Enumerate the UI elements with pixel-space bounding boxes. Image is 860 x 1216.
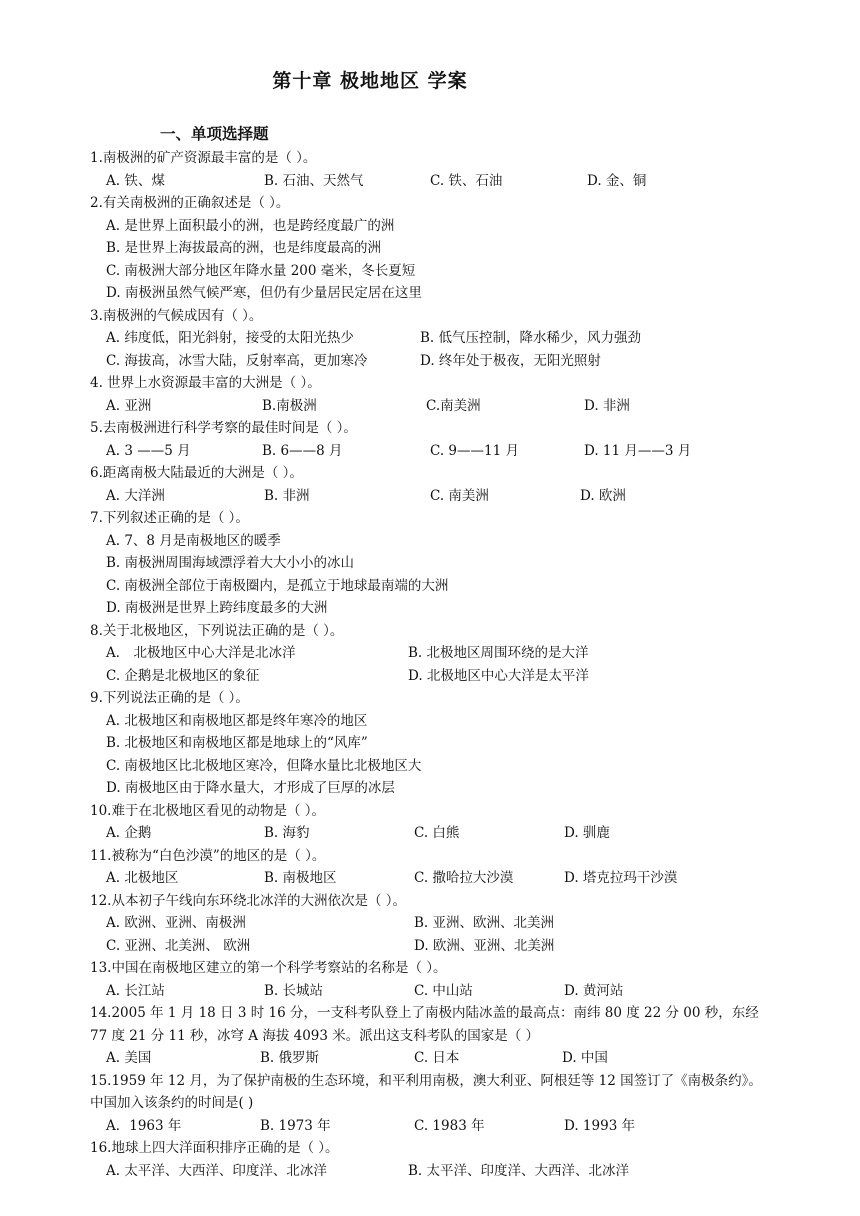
question-stem: 9.下列说法正确的是（ ）。 — [90, 690, 249, 706]
section-heading: 一、单项选择题 — [160, 125, 269, 143]
option: D. 北极地区中心大洋是太平洋 — [408, 667, 589, 684]
option: A． 北极地区中心大洋是北冰洋 — [106, 645, 296, 661]
option: D. 金、铜 — [587, 172, 647, 189]
option-row — [90, 822, 780, 845]
option: C. 1983 年 — [414, 1117, 485, 1134]
question-stem: 8.关于北极地区，下列说法正确的是（ ）。 — [90, 622, 344, 639]
question-stem: 7.下列叙述正确的是（ ）。 — [90, 510, 249, 526]
option-row — [90, 1047, 780, 1070]
option-row — [90, 665, 780, 688]
option: D. 11 月——3 月 — [584, 442, 692, 459]
option: A. 北极地区和南极地区都是终年寒冷的地区 — [106, 712, 368, 729]
question-list — [90, 147, 780, 1182]
option: C. 南极洲大部分地区年降水量 200 毫米，冬长夏短 — [106, 262, 416, 279]
option: C.南美洲 — [426, 397, 481, 414]
option: A. 企鹅 — [106, 825, 152, 841]
option: A. 欧洲、亚洲、南极洲 — [106, 915, 246, 931]
option: D. 南极洲是世界上跨纬度最多的大洲 — [106, 600, 328, 616]
question-stem: 12.从本初子午线向东环绕北冰洋的大洲依次是（ ）。 — [90, 892, 407, 909]
question-stem: 15.1959 年 12 月，为了保护南极的生态环境，和平利用南极，澳大利亚、阿根廷等 12 国签订了《南极条约》。中国加入该条约的时间是( ) — [90, 1072, 762, 1111]
option-row — [90, 395, 780, 418]
option: A. 大洋洲 — [106, 487, 165, 504]
option: A. 是世界上面积最小的洲，也是跨经度最广的洲 — [106, 217, 395, 234]
option: C. 海拔高，冰雪大陆，反射率高，更加寒冷 — [106, 352, 368, 369]
option: A．1963 年 — [106, 1117, 182, 1134]
option: B. 俄罗斯 — [260, 1050, 320, 1066]
option: B. 南极地区 — [264, 870, 337, 886]
option: B. 海豹 — [264, 825, 310, 841]
option-row — [90, 350, 780, 373]
question-stem: 3.南极洲的气候成因有（ ）。 — [90, 307, 263, 324]
option: B. 是世界上海拔最高的洲，也是纬度最高的洲 — [106, 240, 382, 256]
option: B. 1973 年 — [260, 1117, 331, 1134]
option-row — [90, 980, 780, 1003]
option: D. 塔克拉玛干沙漠 — [564, 870, 678, 886]
option: A. 美国 — [106, 1050, 152, 1066]
option: C. 撒哈拉大沙漠 — [414, 870, 514, 886]
option: B. 太平洋、印度洋、大西洋、北冰洋 — [408, 1162, 630, 1179]
question-stem: 6.距离南极大陆最近的大洲是（ ）。 — [90, 465, 303, 481]
option: C. 日本 — [414, 1050, 460, 1066]
question-stem: 4. 世界上水资源最丰富的大洲是（ ）。 — [90, 375, 321, 391]
option: D. 南极洲虽然气候严寒，但仍有少量居民定居在这里 — [106, 285, 422, 301]
option: B. 石油、天然气 — [264, 172, 364, 189]
question-stem: 16.地球上四大洋面积排序正确的是（ ）。 — [90, 1140, 339, 1156]
option: A. 7、8 月是南极地区的暖季 — [106, 532, 281, 549]
option: B. 长城站 — [264, 982, 324, 999]
option: C. 9——11 月 — [430, 442, 519, 459]
question-stem: 13.中国在南极地区建立的第一个科学考察站的名称是（ ）。 — [90, 960, 447, 976]
option: C. 南极地区比北极地区寒冷，但降水量比北极地区大 — [106, 757, 422, 774]
option: D. 驯鹿 — [564, 825, 610, 841]
option: D. 中国 — [562, 1050, 608, 1066]
option: D. 欧洲 — [580, 487, 626, 504]
option: D. 1993 年 — [564, 1117, 636, 1134]
option: A. 3 ——5 月 — [106, 442, 191, 459]
option: D. 终年处于极夜，无阳光照射 — [420, 352, 601, 369]
option-row — [90, 642, 780, 665]
option: B. 北极地区和南极地区都是地球上的“风库” — [106, 735, 368, 751]
option: C. 中山站 — [414, 982, 473, 999]
option: B.南极洲 — [262, 397, 317, 414]
option: C. 白熊 — [414, 825, 460, 841]
document-title: 第十章 极地地区 学案 — [272, 70, 468, 92]
question-stem: 5.去南极洲进行科学考察的最佳时间是（ ）。 — [90, 420, 357, 436]
option: C. 铁、石油 — [430, 172, 503, 189]
option: A. 长江站 — [106, 982, 165, 999]
option: B. 低气压控制，降水稀少，风力强劲 — [420, 330, 642, 346]
option: B. 非洲 — [264, 487, 310, 504]
option: B. 北极地区周围环绕的是大洋 — [408, 645, 589, 661]
option: A. 亚洲 — [106, 397, 152, 414]
option: A. 北极地区 — [106, 870, 179, 886]
option: D. 黄河站 — [564, 982, 624, 999]
option-row — [90, 327, 780, 350]
option: A. 纬度低，阳光斜射，接受的太阳光热少 — [106, 330, 354, 346]
option-row — [90, 440, 780, 463]
option: B. 6——8 月 — [262, 442, 343, 459]
option-row — [90, 1115, 780, 1138]
option: A. 太平洋、大西洋、印度洋、北冰洋 — [106, 1162, 327, 1179]
option: C. 亚洲、北美洲、 欧洲 — [106, 937, 251, 954]
option: D. 非洲 — [584, 397, 630, 414]
question-stem: 2.有关南极洲的正确叙述是（ ）。 — [90, 195, 290, 211]
option-row — [90, 1160, 780, 1183]
option-row — [90, 867, 780, 890]
option: D. 欧洲、亚洲、北美洲 — [414, 937, 555, 954]
option: C. 企鹅是北极地区的象征 — [106, 667, 260, 684]
option: B. 南极洲周围海域漂浮着大大小小的冰山 — [106, 555, 355, 571]
option: D. 南极地区由于降水量大，才形成了巨厚的冰层 — [106, 780, 395, 796]
option: A. 铁、煤 — [106, 172, 165, 189]
option-row — [90, 485, 780, 508]
option: C. 南极洲全部位于南极圈内，是孤立于地球最南端的大洲 — [106, 577, 449, 594]
option-row — [90, 935, 780, 958]
option-row — [90, 170, 780, 193]
question-stem: 1.南极洲的矿产资源最丰富的是（ ）。 — [90, 150, 317, 166]
question-stem: 11.被称为“白色沙漠”的地区的是（ ）。 — [90, 847, 326, 864]
option-row — [90, 912, 780, 935]
question-stem: 14.2005 年 1 月 18 日 3 时 16 分，一支科考队登上了南极内陆冰盖的最高点：南纬 80 度 22 分 00 秒，东经 77 度 21 分 11 秒，冰穹 A 海拔 4093 米。派出这支科考队的国家是（ ） — [90, 1005, 759, 1044]
question-stem: 10.难于在北极地区看见的动物是（ ）。 — [90, 802, 326, 819]
option: C. 南美洲 — [430, 487, 489, 504]
option: B. 亚洲、欧洲、北美洲 — [414, 915, 555, 931]
